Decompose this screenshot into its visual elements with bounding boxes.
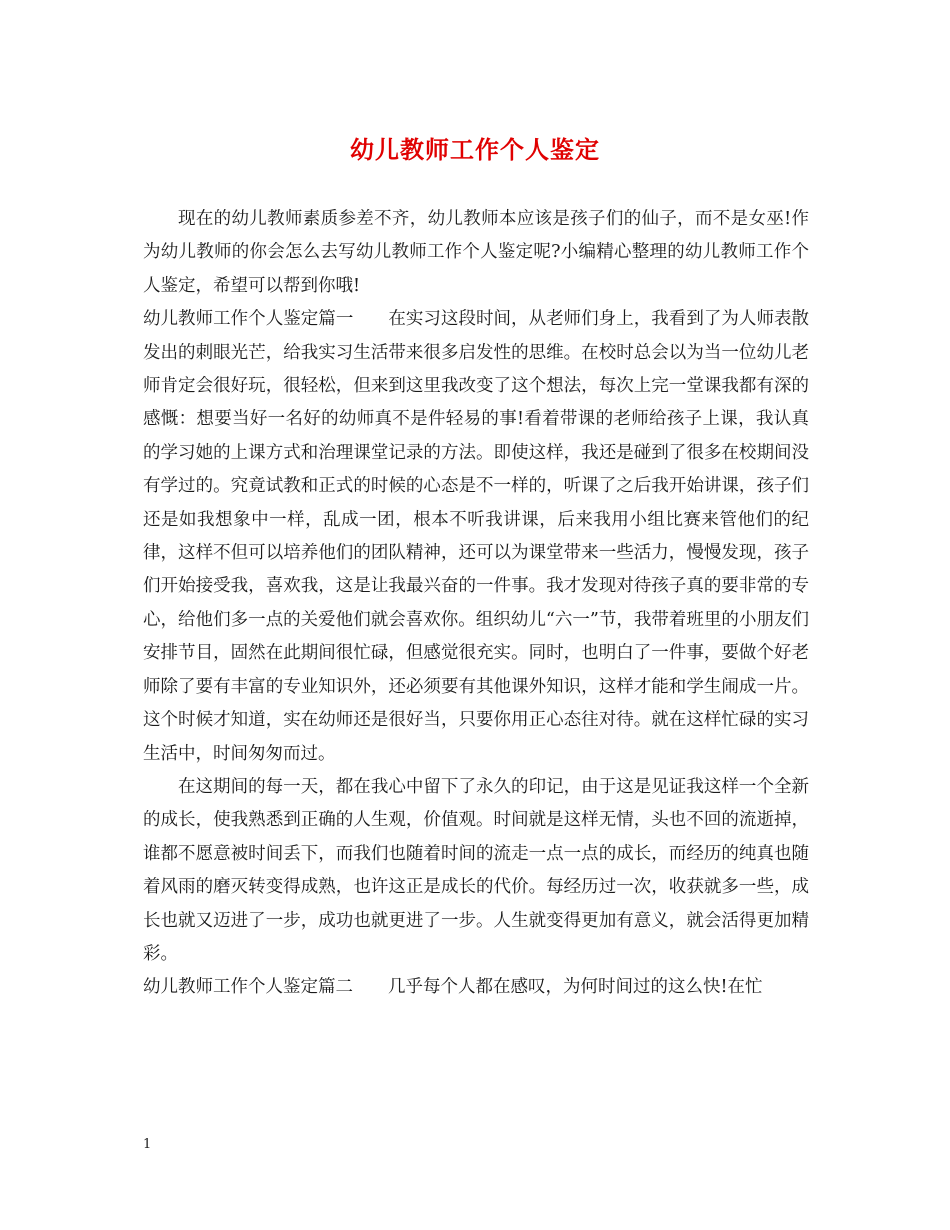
- document-title: 幼儿教师工作个人鉴定: [350, 135, 600, 164]
- section-2-heading: 幼儿教师工作个人鉴定篇二: [143, 977, 353, 998]
- section-1-text: 在实习这段时间，从老师们身上，我看到了为人师表散发出的刺眼光芒，给我实习生活带来很多启发性的思维。在校时总会以为当一位幼儿老师肯定会很好玩，很轻松，但来到这里我改变了这个想法，每次上完一堂课我都有深的感慨：想要当好一名好的幼师真不是件轻易的事!看着带课的老师给孩子上课，我认真的学习她的上课方式和治理课堂记录的方法。即使这样，我还是碰到了很多在校期间没有学过的。究竟试教和正式的时候的心态是不一样的，听课了之后我开始讲课，孩子们还是如我想象中一样，乱成一团，根本不听我讲课，后来我用小组比赛来管他们的纪律，这样不但可以培养他们的团队精神，还可以为课堂带来一些活力，慢慢发现，孩子们开始接受我，喜欢我，这是让我最兴奋的一件事。我才发现对待孩子真的要非常的专心，给他们多一点的关爱他们就会喜欢你。组织幼儿“六一”节，我带着班里的小朋友们安排节目，固然在此期间很忙碌，但感觉很充实。同时，也明白了一件事，要做个好老师除了要有丰富的专业知识外，还必须要有其他课外知识，这样才能和学生闹成一片。这个时候才知道，实在幼师还是很好当，只要你用正心态往对待。就在这样忙碌的实习生活中，时间匆匆而过。: [143, 309, 809, 764]
- section-1-paragraph: [143, 303, 809, 771]
- section-2-text: 几乎每个人都在感叹，为何时间过的这么快!在忙: [388, 977, 763, 998]
- document-body: [143, 203, 809, 1005]
- page-number: 1: [143, 1137, 152, 1152]
- section-2-paragraph: [143, 971, 809, 1004]
- intro-paragraph: 现在的幼儿教师素质参差不齐，幼儿教师本应该是孩子们的仙子，而不是女巫!作为幼儿教师的你会怎么去写幼儿教师工作个人鉴定呢?小编精心整理的幼儿教师工作个人鉴定，希望可以帮到你哦!: [143, 209, 809, 296]
- section-1-heading: 幼儿教师工作个人鉴定篇一: [143, 309, 354, 330]
- section-1-paragraph-2: 在这期间的每一天，都在我心中留下了永久的印记，由于这是见证我这样一个全新的成长，使我熟悉到正确的人生观，价值观。时间就是这样无情，头也不回的流逝掉，谁都不愿意被时间丢下，而我们也随着时间的流走一点一点的成长，而经历的纯真也随着风雨的磨灭转变得成熟，也许这正是成长的代价。每经历过一次，收获就多一些，成长也就又迈进了一步，成功也就更进了一步。人生就变得更加有意义，就会活得更加精彩。: [143, 776, 809, 964]
